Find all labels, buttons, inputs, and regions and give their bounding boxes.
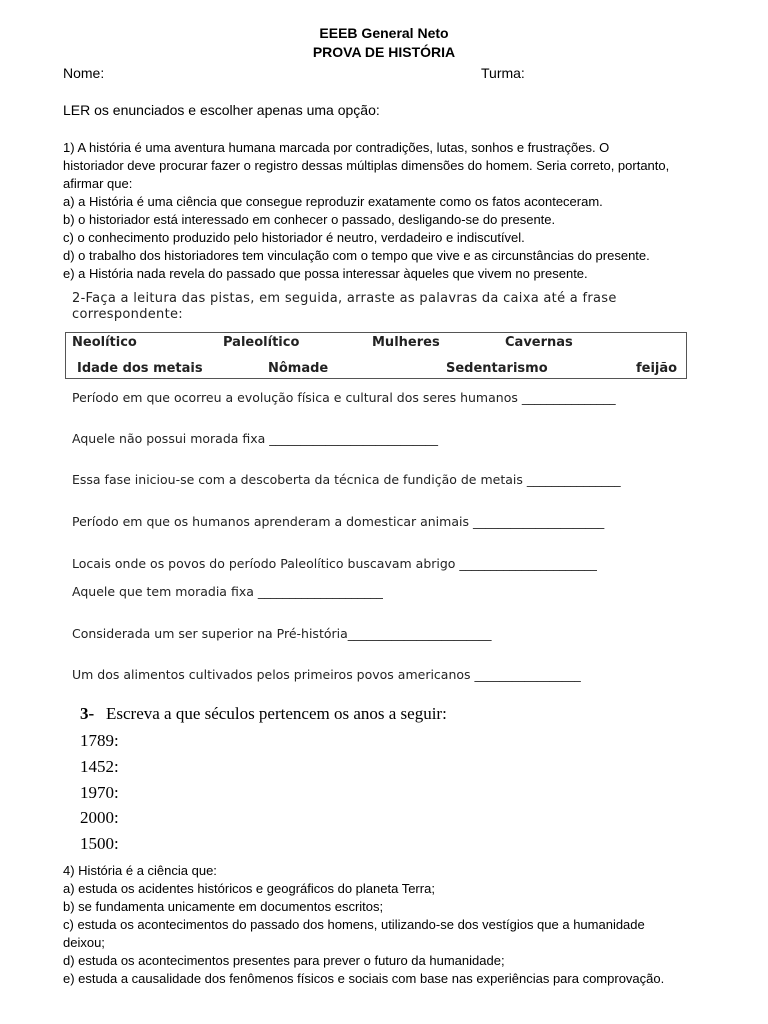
q2-title-line: correspondente: (72, 307, 183, 322)
q4-option-c: c) estuda os acontecimentos do passado dos homens, utilizando-se dos vestígios que a humanidade (63, 917, 645, 932)
q4-option-d: d) estuda os acontecimentos presentes para prever o futuro da humanidade; (63, 953, 505, 968)
q1-option-e: e) a História nada revela do passado que possa interessar àqueles que vivem no presente. (63, 266, 588, 281)
q1-option-a: a) a História é uma ciência que consegue reproduzir exatamente como os fatos aconteceram. (63, 194, 603, 209)
q3-year: 1452: (80, 757, 119, 776)
q1-stem-line: 1) A história é uma aventura humana marcada por contradições, lutas, sonhos e frustrações. O (63, 140, 610, 155)
word-mulheres[interactable]: Mulheres (372, 335, 440, 350)
q2-title-line: 2-Faça a leitura das pistas, em seguida, arraste as palavras da caixa até a frase (72, 291, 617, 306)
word-neolitico[interactable]: Neolítico (72, 335, 137, 350)
name-label: Nome: (63, 65, 105, 81)
word-cavernas[interactable]: Cavernas (505, 335, 573, 350)
q2-statement: Um dos alimentos cultivados pelos primeiros povos americanos _________________ (72, 667, 581, 682)
q3-title: Escreva a que séculos pertencem os anos a seguir: (106, 704, 447, 723)
q2-statement: Aquele não possui morada fixa ___________________________ (72, 431, 439, 446)
class-label: Turma: (481, 65, 525, 81)
word-sedentarismo[interactable]: Sedentarismo (446, 361, 548, 376)
q2-statement: Essa fase iniciou-se com a descoberta da técnica de fundição de metais _______________ (72, 472, 621, 487)
q2-statement: Período em que os humanos aprenderam a domesticar animais _____________________ (72, 514, 605, 529)
word-nomade[interactable]: Nômade (268, 361, 329, 376)
word-feijao[interactable]: feijão (636, 361, 678, 376)
q4-stem: 4) História é a ciência que: (63, 863, 217, 878)
q3-year: 1500: (80, 834, 119, 853)
q1-stem-line: afirmar que: (63, 176, 133, 191)
q2-statement: Locais onde os povos do período Paleolítico buscavam abrigo ______________________ (72, 556, 597, 571)
q3-year: 1970: (80, 783, 119, 802)
q3-year: 1789: (80, 731, 119, 750)
q2-statement: Período em que ocorreu a evolução física e cultural dos seres humanos _______________ (72, 390, 616, 405)
q4-option-c-cont: deixou; (63, 935, 105, 950)
instructions: LER os enunciados e escolher apenas uma opção: (63, 102, 380, 118)
q3-year: 2000: (80, 808, 119, 827)
q2-statement: Aquele que tem moradia fixa ____________________ (72, 584, 383, 599)
word-bank-box (65, 332, 687, 379)
q1-option-c: c) o conhecimento produzido pelo historiador é neutro, verdadeiro e indiscutível. (63, 230, 525, 245)
q4-option-a: a) estuda os acidentes históricos e geográficos do planeta Terra; (63, 881, 435, 896)
word-paleolitico[interactable]: Paleolítico (223, 335, 300, 350)
q1-option-d: d) o trabalho dos historiadores tem vinculação com o tempo que vive e as circunstâncias do presente. (63, 248, 650, 263)
exam-title: PROVA DE HISTÓRIA (312, 44, 456, 60)
q1-stem-line: historiador deve procurar fazer o registro dessas múltiplas dimensões do homem. Seria correto, portanto, (63, 158, 670, 173)
q4-option-b: b) se fundamenta unicamente em documentos escritos; (63, 899, 384, 914)
q3-number: 3- (80, 704, 95, 723)
school-name: EEEB General Neto (319, 25, 449, 41)
word-idade-dos-metais[interactable]: Idade dos metais (77, 361, 203, 376)
q4-option-e: e) estuda a causalidade dos fenômenos físicos e sociais com base nas experiências para comprovação. (63, 971, 665, 986)
q2-statement: Considerada um ser superior na Pré-história_______________________ (72, 626, 492, 641)
q1-option-b: b) o historiador está interessado em conhecer o passado, desligando-se do presente. (63, 212, 556, 227)
